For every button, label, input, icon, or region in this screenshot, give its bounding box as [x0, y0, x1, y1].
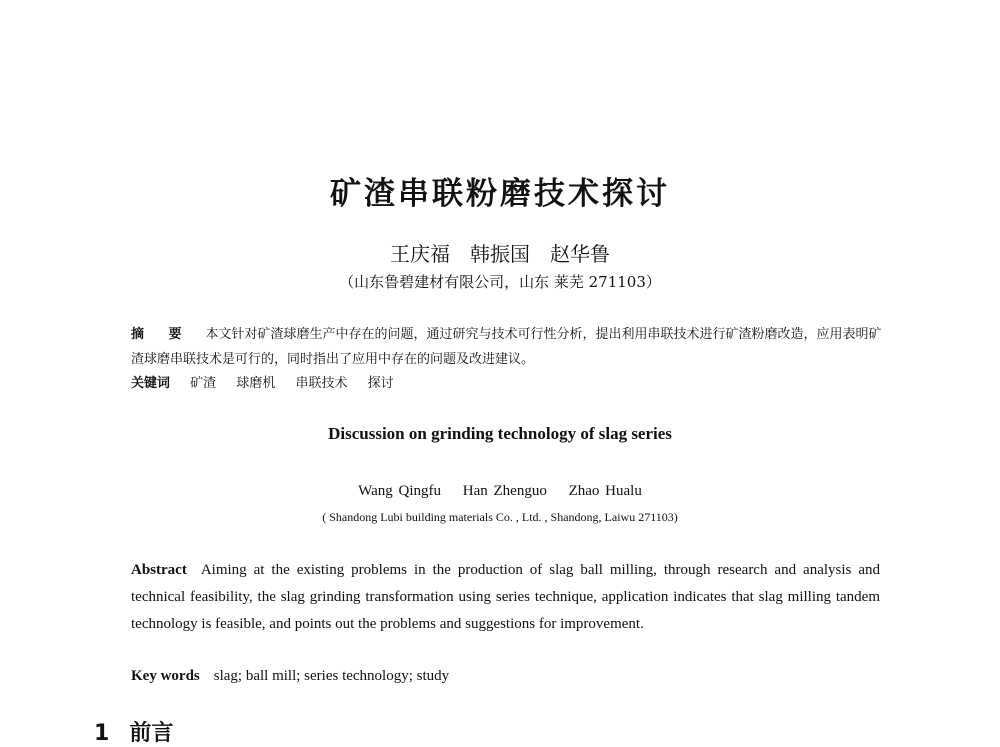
chinese-abstract-label: 摘 要	[131, 327, 192, 342]
section-title: 前言	[129, 721, 174, 746]
english-keywords-text: slag; ball mill; series technology; study	[213, 668, 450, 684]
chinese-affiliation: （山东鲁碧建材有限公司，山东 莱芜 271103）	[339, 273, 661, 291]
english-author: Wang Qingfu	[358, 483, 442, 499]
chinese-keyword: 矿渣	[190, 376, 217, 391]
english-keywords	[131, 668, 449, 685]
chinese-keyword: 串联技术	[295, 376, 348, 391]
english-abstract-label: Abstract	[131, 562, 187, 578]
section-number: 1	[94, 721, 110, 746]
english-title: Discussion on grinding technology of slag series	[328, 424, 672, 443]
chinese-abstract-text: 本文针对矿渣球磨生产中存在的问题，通过研究与技术可行性分析，提出利用串联技术进行矿渣粉磨改造，应用表明矿渣球磨串联技术是可行的，同时指出了应用中存在的问题及改进建议。	[131, 327, 882, 367]
english-abstract	[131, 557, 880, 638]
section-heading	[94, 716, 173, 747]
chinese-authors: 王庆福 韩振国 赵华鲁	[390, 242, 610, 266]
chinese-keywords-label: 关键词	[131, 376, 171, 391]
english-abstract-text: Aiming at the existing problems in the production of slag ball milling, through research and analysis and technical feasibility, the slag grinding transformation using series technique, application indicates that slag milling tandem technology is feasible, and points out the problems and suggestions for improvement.	[131, 562, 880, 632]
chinese-abstract	[131, 322, 891, 372]
english-author: Han Zhenguo	[462, 483, 547, 499]
english-authors	[0, 483, 1000, 500]
chinese-keyword: 球磨机	[236, 376, 276, 391]
chinese-keywords	[131, 372, 410, 391]
english-author: Zhao Hualu	[568, 483, 642, 499]
chinese-title: 矿渣串联粉磨技术探讨	[330, 176, 670, 212]
english-affiliation: ( Shandong Lubi building materials Co. , Ltd. , Shandong, Laiwu 271103)	[322, 510, 678, 524]
chinese-keyword: 探讨	[367, 376, 394, 391]
english-keywords-label: Key words	[131, 668, 200, 684]
